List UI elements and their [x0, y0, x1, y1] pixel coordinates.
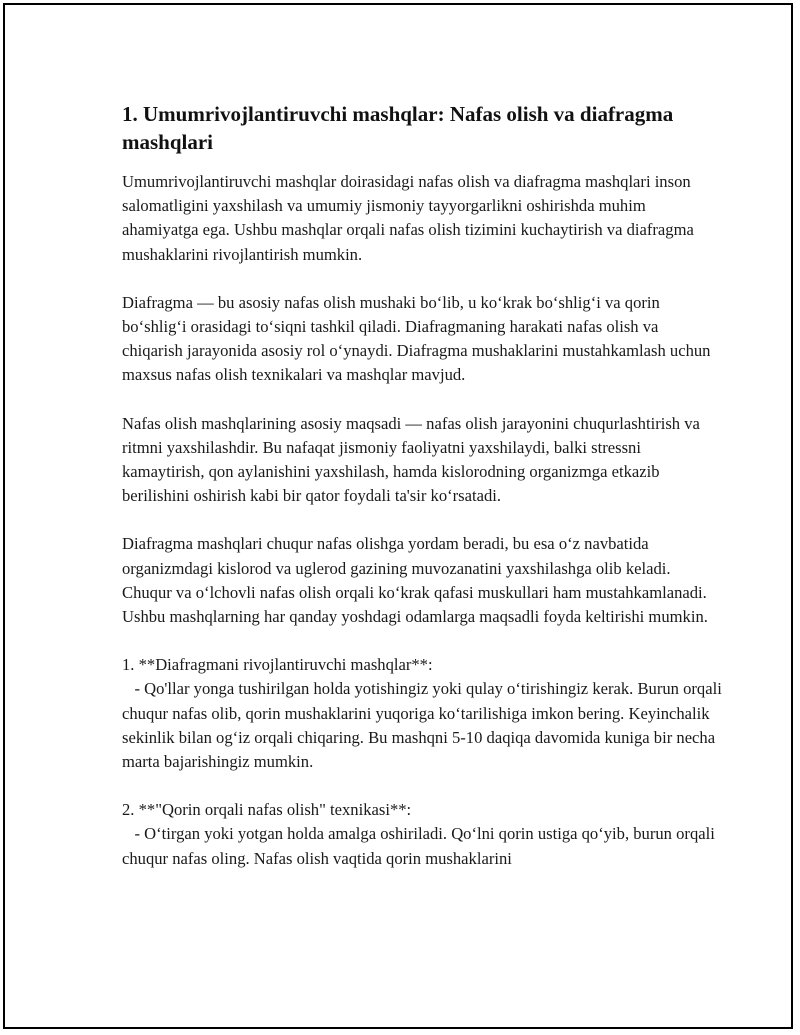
document-title: 1. Umumrivojlantiruvchi mashqlar: Nafas olish va diafragma mashqlari — [122, 102, 674, 154]
paragraph-diaphragm-definition: Diafragma — bu asosiy nafas olish mushaki bo‘lib, u ko‘krak bo‘shlig‘i va qorin bo‘shlig‘i orasidagi to‘siqni tashkil qiladi. Diafragmaning harakati nafas olish va chiqarish jarayonida asosiy rol o‘ynaydi. Diafragma mushaklarini mustahkamlash uchun maxsus nafas olish texnikalari va mashqlar mavjud. — [122, 292, 711, 385]
list-item — [122, 798, 722, 871]
paragraph-intro: Umumrivojlantiruvchi mashqlar doirasidagi nafas olish va diafragma mashqlari inson salomatligini yaxshilash va umumiy jismoniy tayyorgarlikni oshirishda muhim ahamiyatga ega. Ushbu mashqlar orqali nafas olish tizimini kuchaytirish va diafragma mushaklarini rivojlantirish mumkin. — [122, 172, 694, 264]
page-frame — [3, 3, 793, 1029]
list-item-heading: 2. **"Qorin orqali nafas olish" texnikasi**: — [122, 800, 412, 820]
list-item-body: - Qo'llar yonga tushirilgan holda yotishingiz yoki qulay o‘tirishingiz kerak. Burun orqali chuqur nafas olib, qorin mushaklarini yuqoriga ko‘tarilishiga imkon bering. Keyinchalik sekinlik bilan og‘iz orqali chiqaring. Bu mashqni 5-10 daqiqa davomida kuniga bir necha marta bajarishingiz mumkin. — [122, 679, 726, 772]
paragraph-diaphragm-benefits: Diafragma mashqlari chuqur nafas olishga yordam beradi, bu esa o‘z navbatida organizmdagi kislorod va uglerod gazining muvozanatini yaxshilashga olib keladi. Chuqur va o‘lchovli nafas olish orqali ko‘krak qafasi muskullari ham mustahkamlanadi. Ushbu mashqlarning har qanday yoshdagi odamlarga maqsadli foyda keltirishi mumkin. — [122, 534, 708, 627]
paragraph-breathing-goals: Nafas olish mashqlarining asosiy maqsadi — nafas olish jarayonini chuqurlashtirish va ritmni yaxshilashdir. Bu nafaqat jismoniy faoliyatni yaxshilaydi, balki stressni kamaytirish, qon aylanishini yaxshilash, hamda kislorodning organizmga etkazib berilishini oshirish kabi bir qator foydali ta'sir ko‘rsatadi. — [122, 413, 700, 506]
document-content — [122, 100, 726, 895]
list-item-body: - O‘tirgan yoki yotgan holda amalga oshiriladi. Qo‘lni qorin ustiga qo‘yib, burun orqali chuqur nafas oling. Nafas olish vaqtida qorin mushaklarini — [122, 824, 719, 868]
list-item-heading: 1. **Diafragmani rivojlantiruvchi mashqlar**: — [122, 655, 433, 675]
list-item — [122, 653, 726, 774]
